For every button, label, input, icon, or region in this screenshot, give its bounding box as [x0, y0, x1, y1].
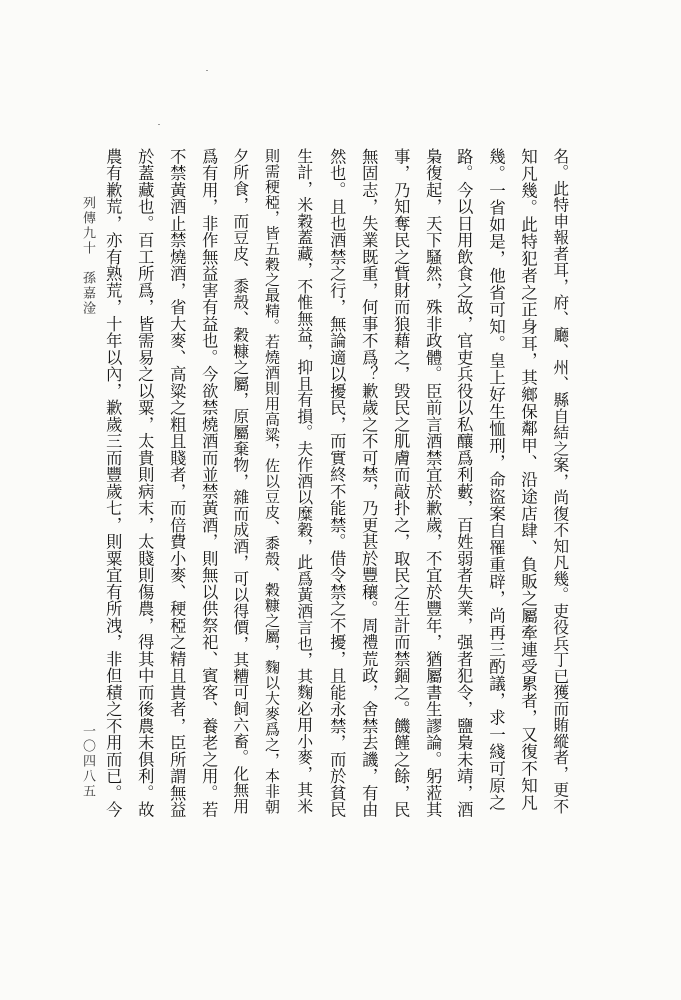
- text-column-12: 爲有用，非作無益害有益也。今欲禁燒酒而並禁黃酒，則無以供祭祀、賓客、養老之用。若: [199, 148, 219, 818]
- text-column-9: 生計，米穀蓋藏，不惟無益，抑且有損。夫作酒以糜穀，此爲黃酒言也，其麴必用小麥，其米: [294, 148, 314, 815]
- text-column-4: 路。今以日用飲食之故，官吏兵役以私釀爲利藪，百姓弱者失業，强者犯令，鹽梟未靖，酒: [454, 148, 474, 818]
- scan-speck: [206, 70, 208, 71]
- text-column-10: 則需稉稏，皆五穀之最精。若燒酒則用高粱，佐以豆皮、黍殼、穀糠之屬，麴以大麥爲之，本非朝: [263, 148, 281, 815]
- text-column-8: 然也。且也酒禁之行，無論適以擾民，而實終不能禁。借令禁之不擾，且能永禁，而於貧民: [327, 148, 347, 818]
- text-column-13: 不禁黃酒止禁燒酒，省大麥、高粱之粗且賤者，而倍費小麥、稉稏之精且貴者，臣所謂無益: [167, 148, 187, 818]
- text-column-3: 幾。一省如是，他省可知。皇上好生恤刑，命盜案自罹重辟，尚再三酌議，求一綫可原之: [486, 148, 506, 811]
- page-number: 一〇四八五: [80, 724, 95, 799]
- text-column-11: 夕所食，而豆皮、黍殼、穀糠之屬，原屬棄物，雜而成酒，可以得價，其糟可飼六畜。化無用: [230, 148, 250, 815]
- text-column-5: 梟復起，天下騷然，殊非政體。臣前言酒禁宜於歉歲，不宜於豐年，猶屬書生謬論。躬蒞其: [423, 148, 443, 818]
- text-column-1: 名。此特申報者耳，府、廳、州、縣自結之案，尚復不知凡幾。吏役兵丁已獲而賄縱者，更不: [550, 148, 570, 815]
- text-column-2: 知凡幾。此特犯者之正身耳，其鄉保鄰甲、沿途店肆、負販之屬牽連受累者，又復不知凡: [518, 148, 538, 811]
- text-column-7: 無固志，失業既重，何事不爲？歉歲之不可禁，乃更甚於豐穰。周禮荒政，舍禁去譏，有由: [359, 148, 379, 818]
- text-column-15: 農有歉荒，亦有熟荒，十年以內，歉歲三而豐歲七，則粟宜有所洩，非但積之不用而已。今: [103, 148, 123, 818]
- scan-speck: [158, 124, 160, 125]
- text-column-14: 於蓋藏也。百工所爲，皆需易之以粟，太貴則病末，太賤則傷農，得其中而後農末俱利。故: [135, 148, 155, 818]
- text-column-6: 事，乃知奪民之貲財而狼藉之，毁民之肌膚而敲扑之，取民之生計而禁錮之。饑饉之餘，民: [391, 148, 411, 818]
- running-title: 列傳九十 孫嘉淦: [80, 196, 95, 316]
